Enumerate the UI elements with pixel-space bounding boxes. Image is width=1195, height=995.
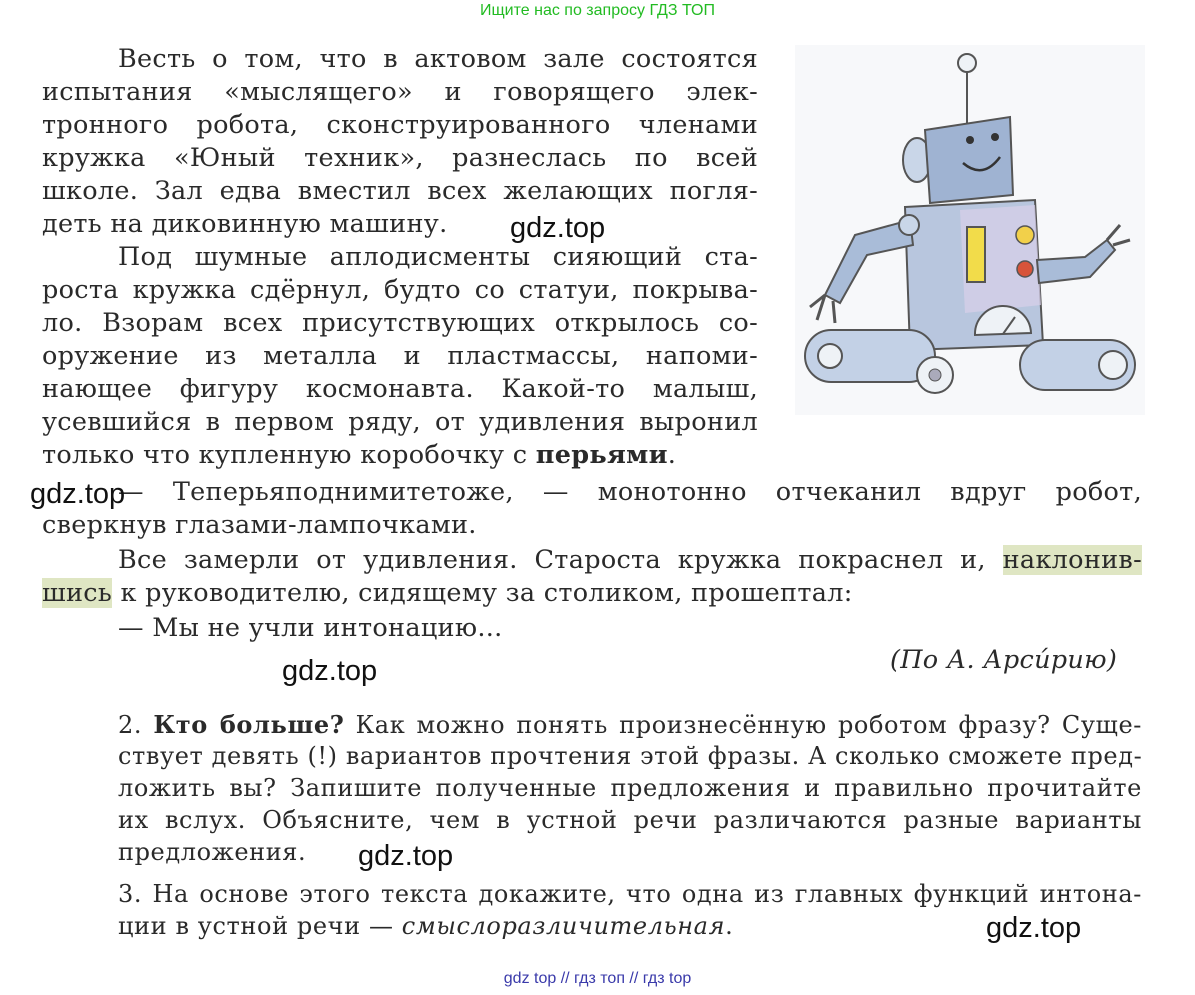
watermark: gdz.top xyxy=(510,212,606,244)
robot-illustration xyxy=(795,45,1145,415)
bold-word: перьями xyxy=(535,440,668,470)
story-text: Все замерли от удивления. Староста кружка покраснел и, xyxy=(118,545,1003,575)
watermark: gdz.top xyxy=(30,478,126,510)
task-text: ции в устной речи — xyxy=(118,912,402,940)
story-text: только что купленную коробочку с xyxy=(42,440,536,470)
story-line: нающее фигуру космонавта. Какой-то малыш, xyxy=(42,374,758,404)
story-line: ло. Взорам всех присутствующих открылось со- xyxy=(42,308,758,338)
story-line: кружка «Юный техник», разнеслась по всей xyxy=(42,143,758,173)
story-line: школе. Зал едва вместил всех желающих погля- xyxy=(42,176,758,206)
task-2-line: ствует девять (!) вариантов прочтения этой фразы. А сколько сможете пред- xyxy=(118,742,1143,770)
task-number: 2. xyxy=(118,711,154,739)
story-line: — Мы не учли интонацию... xyxy=(118,613,503,643)
story-line: Под шумные аплодисменты сияющий ста- xyxy=(118,242,758,272)
task-2-line xyxy=(118,708,1142,742)
story-line: испытания «мыслящего» и говорящего элек- xyxy=(42,77,758,107)
story-line: — Теперьяподнимитетоже, — монотонно отчеканил вдруг робот, xyxy=(118,477,1142,507)
italic-term: смыслоразличительная xyxy=(401,912,726,940)
story-line: деть на диковинную машину. xyxy=(42,209,448,239)
watermark: gdz.top xyxy=(986,912,1082,944)
story-text: к руководителю, сидящему за столиком, прошептал: xyxy=(112,578,853,608)
watermark: gdz.top xyxy=(358,840,454,872)
story-line: тронного робота, сконструированного членами xyxy=(42,110,758,140)
story-line: усевшийся в первом ряду, от удивления выронил xyxy=(42,407,758,437)
bottom-banner[interactable]: gdz top // гдз топ // гдз top xyxy=(503,970,692,987)
source-attribution: (По А. Арси́рию) xyxy=(890,645,1118,675)
story-line: оружение из металла и пластмассы, напоми- xyxy=(42,341,758,371)
story-line: Весть о том, что в актовом зале состоятся xyxy=(118,44,758,74)
story-line xyxy=(42,439,676,472)
task-3-line xyxy=(118,910,733,943)
watermark: gdz.top xyxy=(282,655,378,687)
highlighted-word: шись xyxy=(42,578,113,608)
story-line xyxy=(42,577,853,610)
story-line: роста кружка сдёрнул, будто со статуи, покрыва- xyxy=(42,275,758,305)
task-title: Кто больше? xyxy=(153,710,345,739)
task-2-line: их вслух. Объясните, чем в устной речи различаются разные варианты xyxy=(118,806,1142,834)
task-text: . xyxy=(725,912,734,940)
story-line: сверкнув глазами-лампочками. xyxy=(42,510,477,540)
task-2-line: предложения. xyxy=(118,838,307,866)
task-text: Как можно понять произнесённую роботом фразу? Суще- xyxy=(344,711,1142,739)
story-line xyxy=(118,544,1142,577)
highlighted-word: наклонив- xyxy=(1002,545,1142,575)
task-2-line: ложить вы? Запишите полученные предложения и правильно прочитайте xyxy=(118,774,1142,802)
top-banner[interactable]: Ищите нас по запросу ГДЗ ТОП xyxy=(480,2,715,19)
story-text: . xyxy=(667,440,677,470)
task-3-line: 3. На основе этого текста докажите, что одна из главных функций интона- xyxy=(118,880,1142,908)
